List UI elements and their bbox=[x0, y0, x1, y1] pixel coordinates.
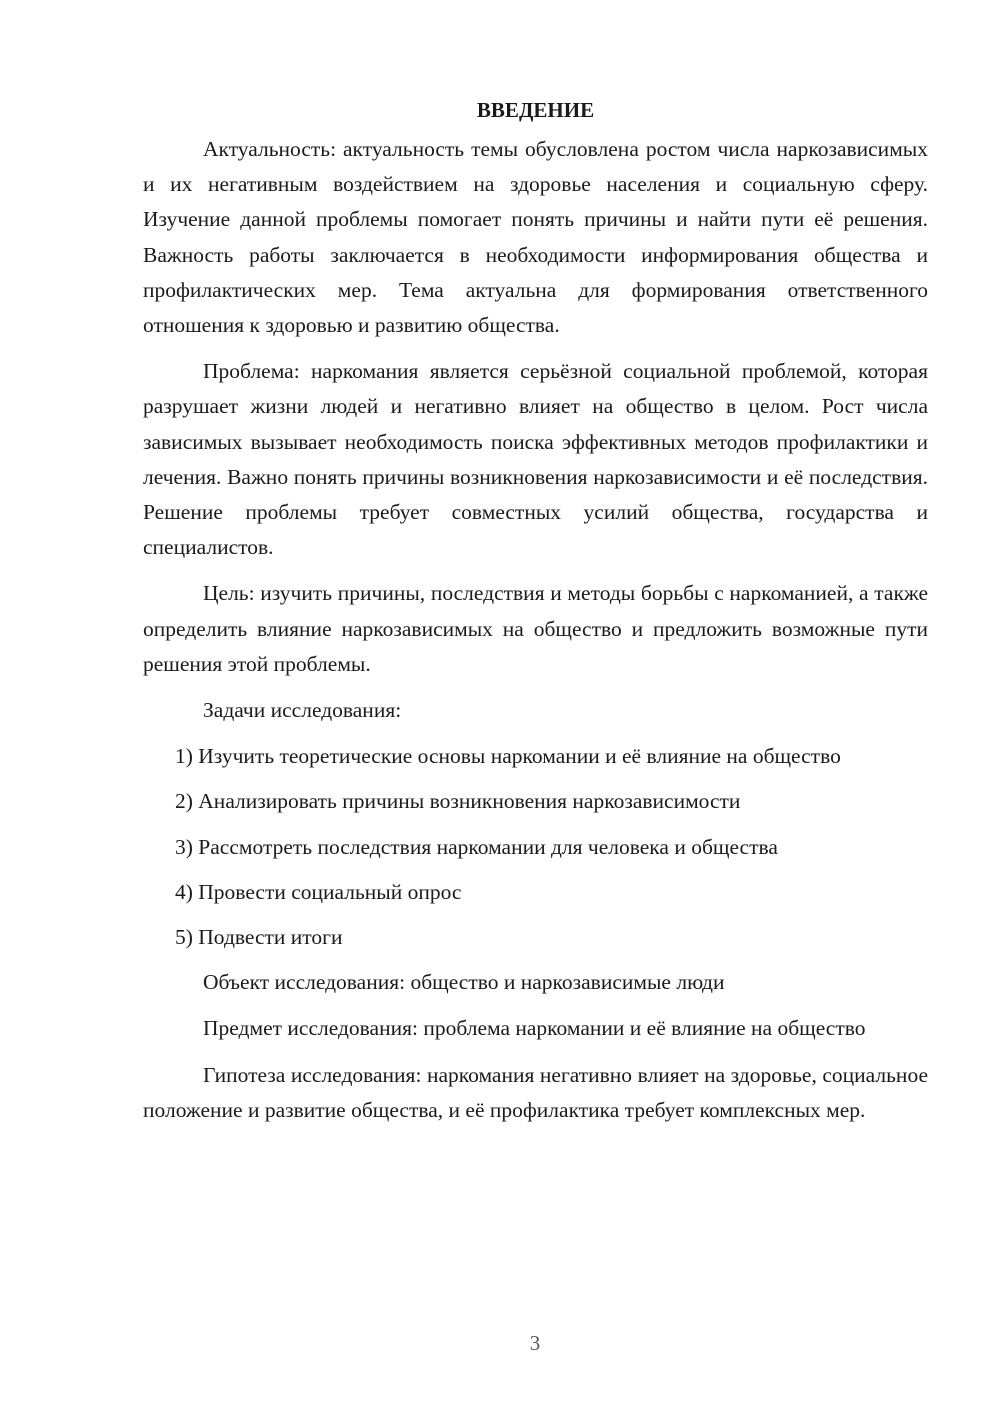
section-heading: ВВЕДЕНИЕ bbox=[476, 98, 595, 122]
task-item-1: 1) Изучить теоретические основы наркомании и её влияние на общество bbox=[175, 744, 841, 769]
paragraph-object: Объект исследования: общество и наркозависимые люди bbox=[203, 970, 725, 995]
paragraph-problem: Проблема: наркомания является серьёзной социальной проблемой, которая разрушает жизни людей и негативно влияет на общество в целом. Рост числа зависимых вызывает необходимость поиска эффективных методов профилактики и лечения. Важно понять причины возникновения наркозависимости и её последствия. Решение проблемы требует совместных усилий общества, государства и специалистов. bbox=[143, 359, 928, 560]
paragraph-relevance: Актуальность: актуальность темы обусловлена ростом числа наркозависимых и их негативным воздействием на здоровье населения и социальную сферу. Изучение данной проблемы помогает понять причины и найти пути её решения. Важность работы заключается в необходимости информирования общества и профилактических мер. Тема актуальна для формирования ответственного отношения к здоровью и развитию общества. bbox=[143, 137, 928, 338]
task-item-4: 4) Провести социальный опрос bbox=[175, 879, 462, 904]
paragraph-goal: Цель: изучить причины, последствия и методы борьбы с наркоманией, а также определить влияние наркозависимых на общество и предложить возможные пути решения этой проблемы. bbox=[143, 581, 928, 676]
task-item-5: 5) Подвести итоги bbox=[175, 925, 343, 950]
page-number: 3 bbox=[529, 1331, 541, 1355]
task-item-2: 2) Анализировать причины возникновения наркозависимости bbox=[175, 789, 741, 814]
tasks-title: Задачи исследования: bbox=[203, 698, 402, 723]
task-item-3: 3) Рассмотреть последствия наркомании для человека и общества bbox=[175, 834, 778, 859]
paragraph-subject: Предмет исследования: проблема наркомании и её влияние на общество bbox=[203, 1016, 866, 1041]
document-page bbox=[143, 93, 928, 1139]
paragraph-hypothesis: Гипотеза исследования: наркомания негативно влияет на здоровье, социальное положение и развитие общества, и её профилактика требует комплексных мер. bbox=[143, 1062, 928, 1122]
